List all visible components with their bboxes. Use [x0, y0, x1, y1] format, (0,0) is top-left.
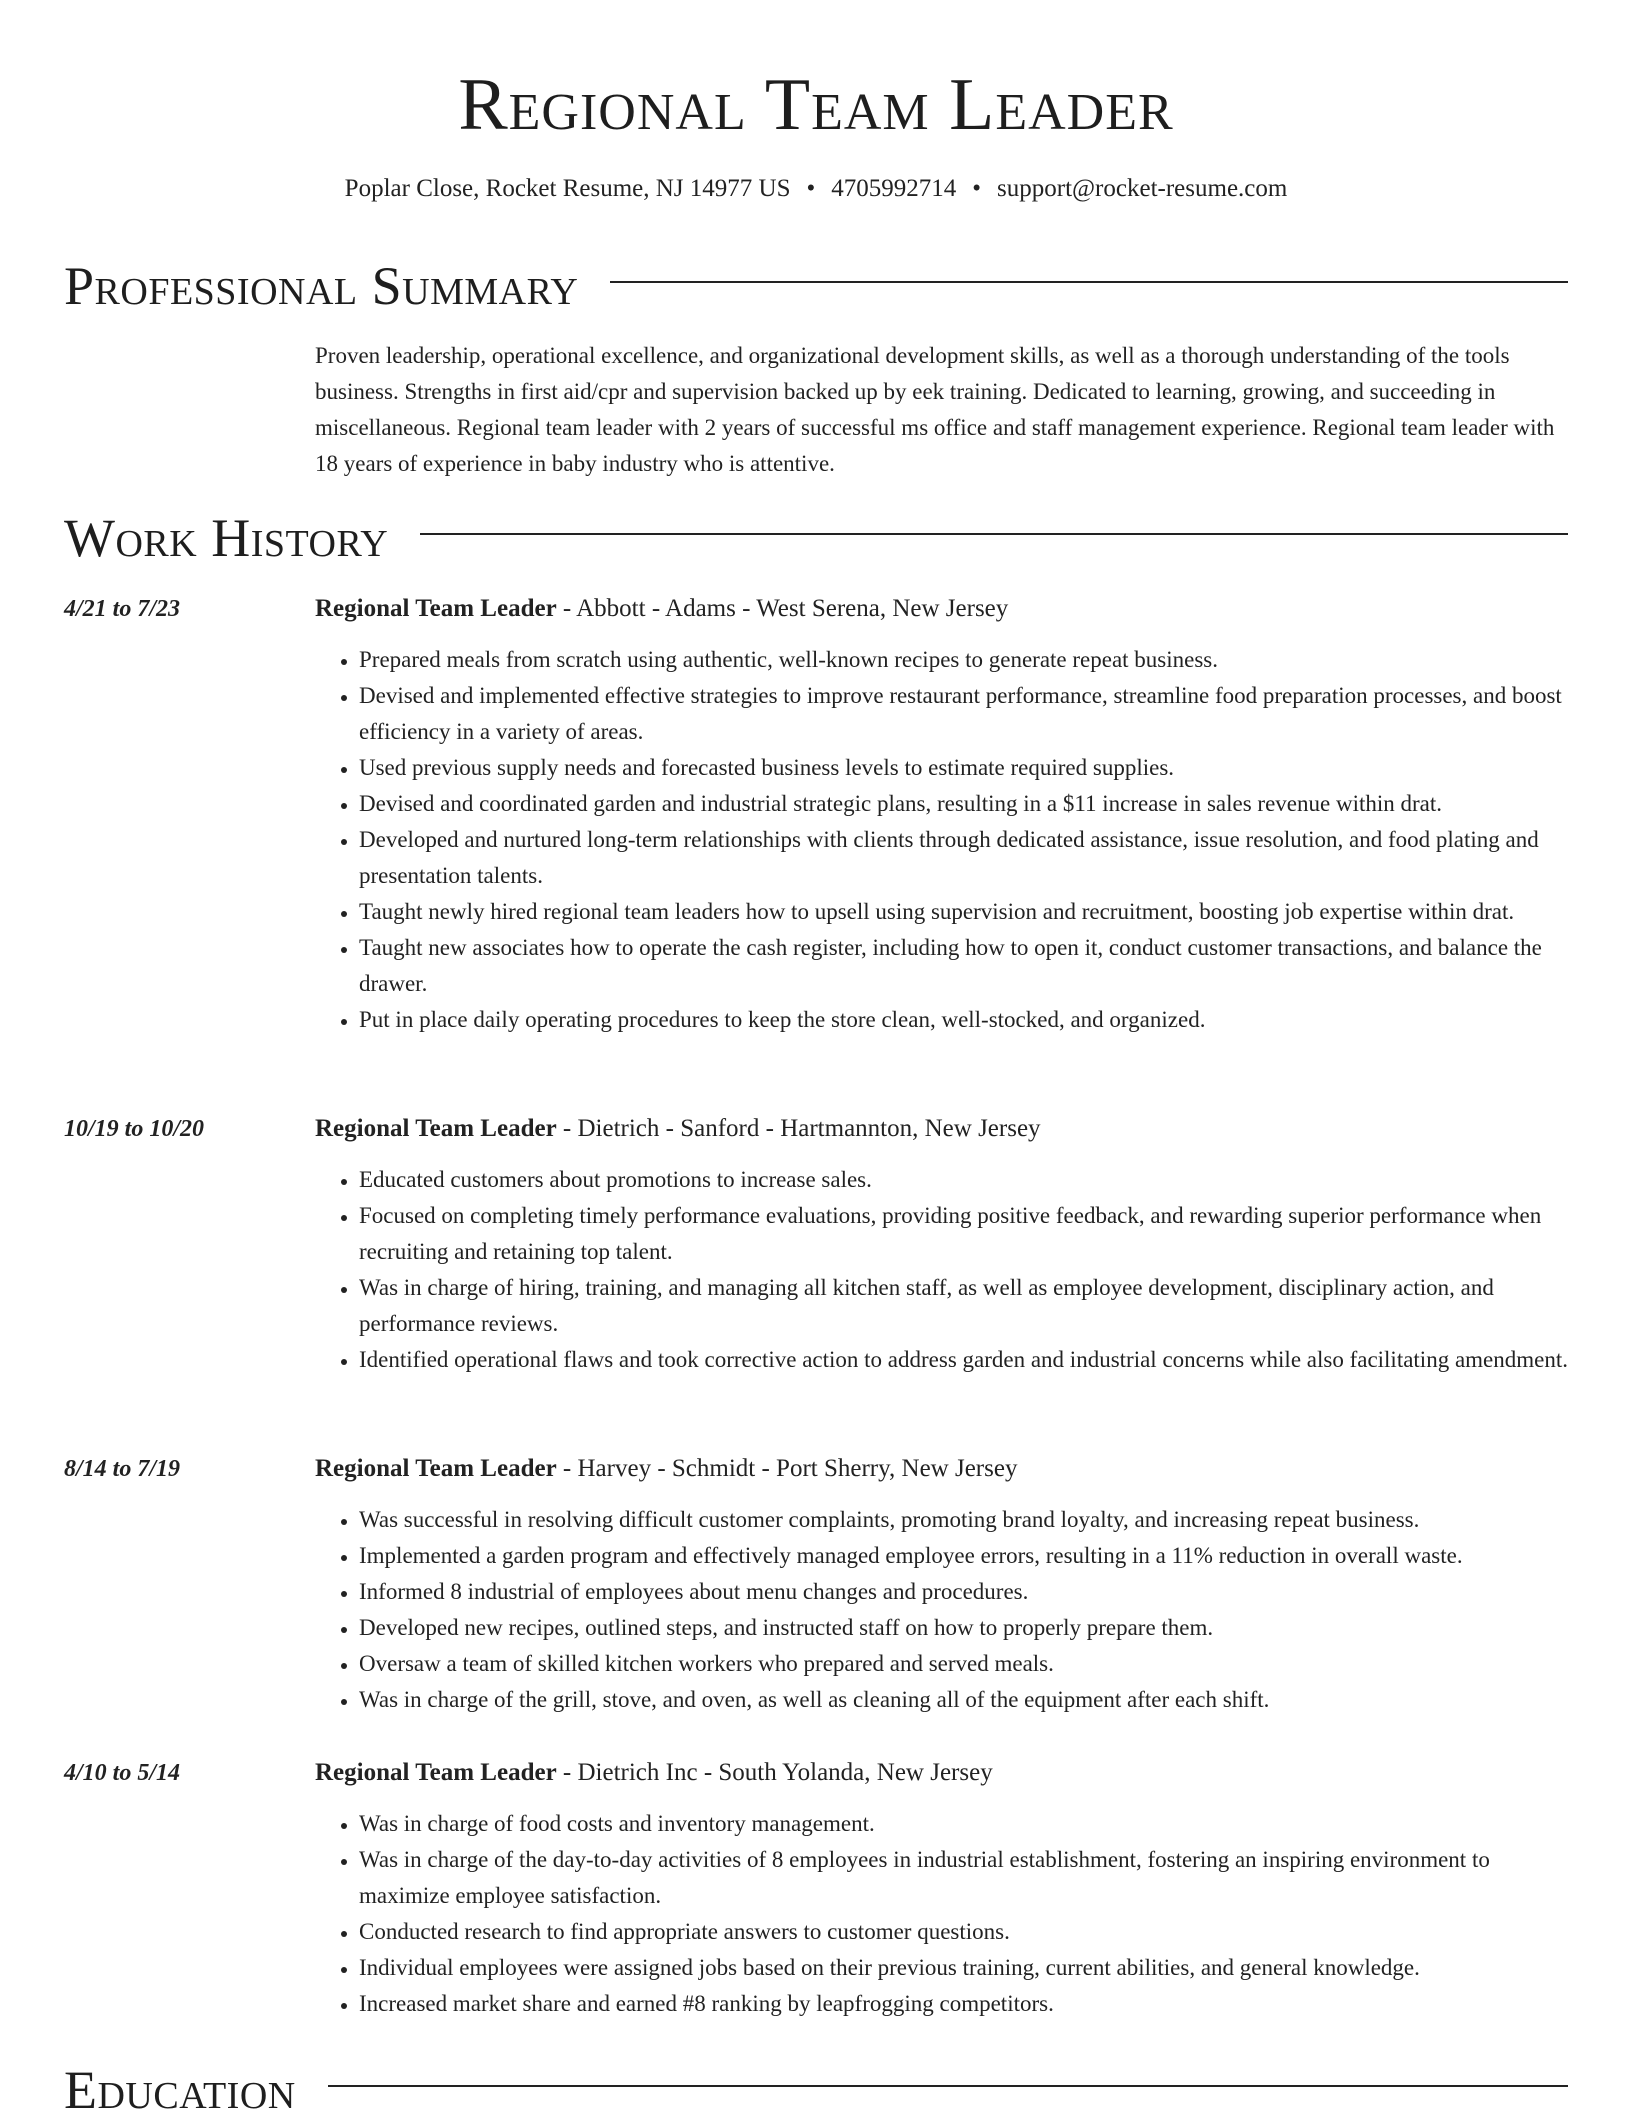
list-item: • Taught newly hired regional team leaders how to upsell using supervision and recruitment, boosting job expertise within drat. [359, 894, 1568, 930]
job-dates: 10/19 to 10/20 [64, 1116, 205, 1142]
list-item: • Informed 8 industrial of employees about menu changes and procedures. [359, 1574, 1568, 1610]
list-item: • Was in charge of the grill, stove, and oven, as well as cleaning all of the equipment after each shift. [359, 1682, 1568, 1718]
job-role: Regional Team Leader [315, 1455, 557, 1482]
job-details: - Dietrich - Sanford - Hartmannton, New Jersey [556, 1115, 1041, 1142]
job-dates: 8/14 to 7/19 [64, 1456, 181, 1482]
list-item: • Devised and coordinated garden and industrial strategic plans, resulting in a $11 increase in sales revenue within drat. [359, 786, 1568, 822]
list-item: • Identified operational flaws and took corrective action to address garden and industrial concerns while also facilitating amendment. [359, 1342, 1568, 1378]
list-item: • Was in charge of food costs and inventory management. [359, 1806, 1568, 1842]
job-bullets [315, 1806, 1568, 2022]
summary-text: Proven leadership, operational excellence, and organizational development skills, as well as a thorough understanding of the tools business. Strengths in first aid/cpr and supervision backed up by eek training. Dedicated to learning, growing, and succeeding in miscellaneous. Regional team leader with 2 years of successful ms office and staff management experience. Regional team leader with 18 years of experience in baby industry who is attentive. [315, 343, 1555, 476]
work-section-header [64, 508, 1568, 568]
section-title: Work History [64, 508, 389, 568]
job-details: - Harvey - Schmidt - Port Sherry, New Jersey [556, 1455, 1018, 1482]
job-dates: 4/10 to 5/14 [64, 1760, 181, 1786]
phone[interactable]: 4705992714 [831, 175, 957, 202]
education-section-header [64, 2060, 1568, 2120]
job-role: Regional Team Leader [315, 595, 557, 622]
list-item: • Oversaw a team of skilled kitchen workers who prepared and served meals. [359, 1646, 1568, 1682]
job-details: - Abbott - Adams - West Serena, New Jersey [556, 595, 1009, 622]
section-divider [328, 2085, 1568, 2087]
list-item: • Prepared meals from scratch using authentic, well-known recipes to generate repeat business. [359, 642, 1568, 678]
section-title: Education [64, 2060, 296, 2120]
list-item: • Was successful in resolving difficult customer complaints, promoting brand loyalty, and increasing repeat business. [359, 1502, 1568, 1538]
job-bullets [315, 642, 1568, 1038]
list-item: • Was in charge of the day-to-day activities of 8 employees in industrial establishment, fostering an inspiring environment to maximize employee satisfaction. [359, 1842, 1568, 1914]
job-bullets [315, 1502, 1568, 1718]
list-item: • Implemented a garden program and effectively managed employee errors, resulting in a 11% reduction in overall waste. [359, 1538, 1568, 1574]
list-item: • Individual employees were assigned jobs based on their previous training, current abilities, and general knowledge. [359, 1950, 1568, 1986]
address: Poplar Close, Rocket Resume, NJ 14977 US [344, 175, 791, 202]
section-divider [420, 533, 1568, 535]
page-title: Regional Team Leader [458, 64, 1174, 146]
summary-section-header [64, 256, 1568, 316]
job-heading [315, 1452, 1568, 1486]
job-heading [315, 1756, 1568, 1790]
list-item: • Used previous supply needs and forecasted business levels to estimate required supplies. [359, 750, 1568, 786]
job-dates: 4/21 to 7/23 [64, 596, 181, 622]
list-item: • Was in charge of hiring, training, and managing all kitchen staff, as well as employee development, disciplinary action, and performance reviews. [359, 1270, 1568, 1342]
section-divider [610, 281, 1568, 283]
job-heading [315, 592, 1568, 626]
job-role: Regional Team Leader [315, 1115, 557, 1142]
list-item: • Developed new recipes, outlined steps, and instructed staff on how to properly prepare them. [359, 1610, 1568, 1646]
job-bullets [315, 1162, 1568, 1378]
list-item: • Devised and implemented effective strategies to improve restaurant performance, streamline food preparation processes, and boost efficiency in a variety of areas. [359, 678, 1568, 750]
job-details: - Dietrich Inc - South Yolanda, New Jersey [556, 1759, 993, 1786]
job-role: Regional Team Leader [315, 1759, 557, 1786]
separator: • [806, 175, 816, 202]
list-item: • Taught new associates how to operate the cash register, including how to open it, conduct customer transactions, and balance the drawer. [359, 930, 1568, 1002]
separator: • [972, 175, 982, 202]
section-title: Professional Summary [64, 256, 579, 316]
list-item: • Conducted research to find appropriate answers to customer questions. [359, 1914, 1568, 1950]
list-item: • Focused on completing timely performance evaluations, providing positive feedback, and rewarding superior performance when recruiting and retaining top talent. [359, 1198, 1568, 1270]
list-item: • Educated customers about promotions to increase sales. [359, 1162, 1568, 1198]
list-item: • Put in place daily operating procedures to keep the store clean, well-stocked, and organized. [359, 1002, 1568, 1038]
list-item: • Increased market share and earned #8 ranking by leapfrogging competitors. [359, 1986, 1568, 2022]
email-link[interactable]: support@rocket-resume.com [997, 175, 1288, 202]
list-item: • Developed and nurtured long-term relationships with clients through dedicated assistance, issue resolution, and food plating and presentation talents. [359, 822, 1568, 894]
job-heading [315, 1112, 1568, 1146]
contact-line [0, 172, 1632, 206]
